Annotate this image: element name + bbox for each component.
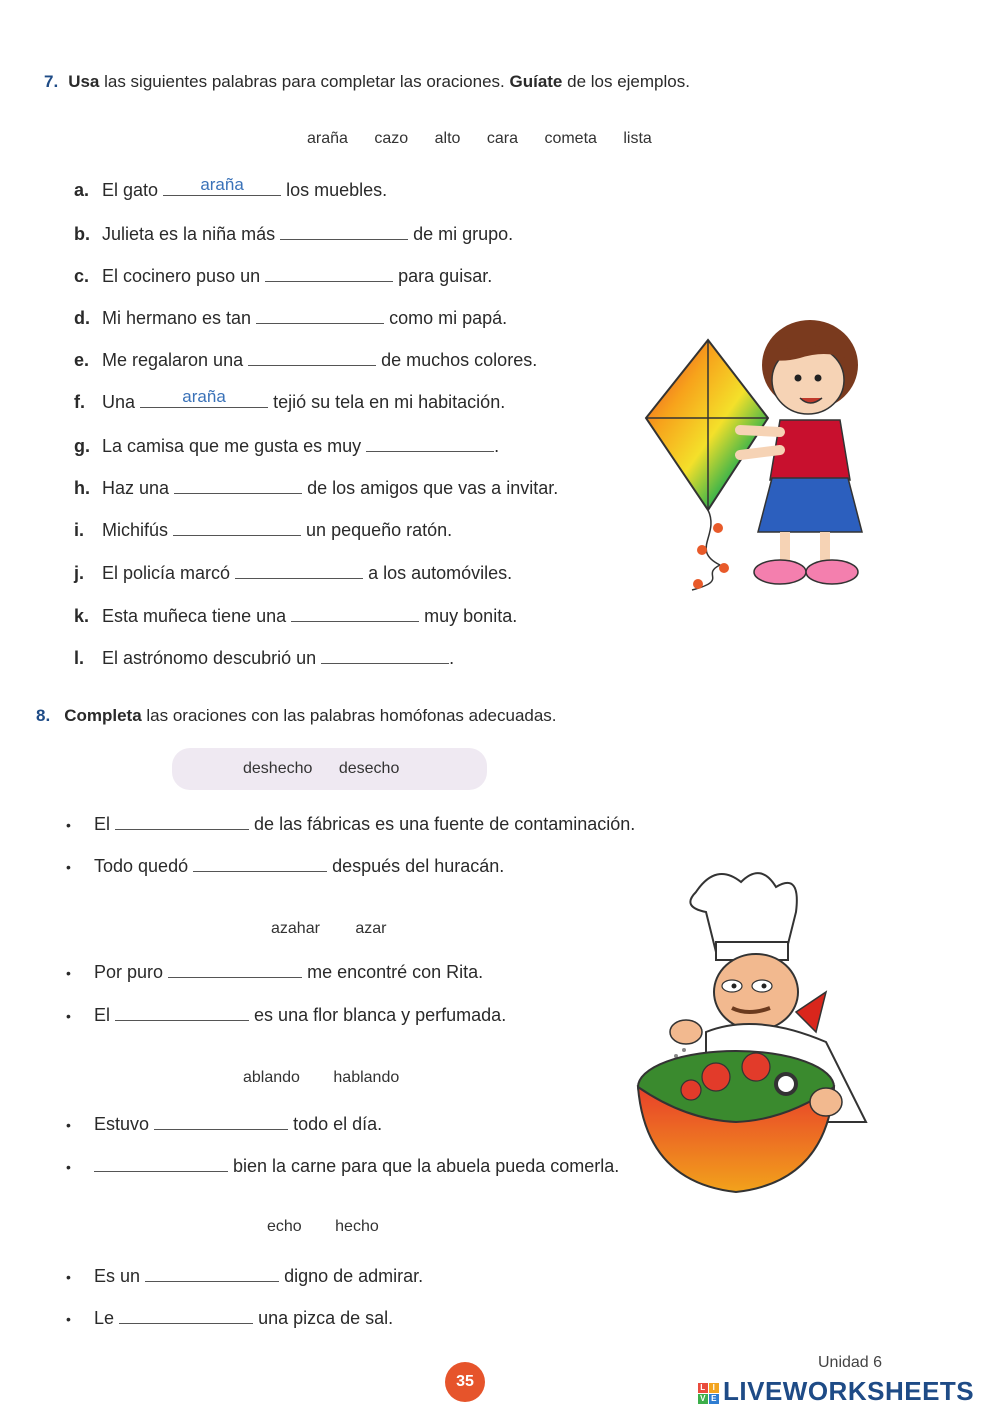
bullet-icon: • — [66, 1311, 71, 1327]
item-letter: a. — [74, 180, 90, 200]
ex8-instr-rest: las oraciones con las palabras homófonas adecuadas. — [141, 706, 557, 725]
answer-text: araña — [182, 387, 226, 406]
item-before: Le — [94, 1308, 115, 1328]
ex7-instr-bold1: Usa — [68, 72, 100, 91]
ex7-instr-bold2: Guíate — [509, 72, 563, 91]
ex8-item — [66, 1266, 423, 1287]
item-letter: b. — [74, 224, 90, 244]
word-option: azahar — [271, 920, 320, 937]
answer-blank[interactable] — [174, 479, 302, 494]
ex7-instruction — [44, 72, 690, 92]
answer-blank[interactable] — [115, 1006, 249, 1021]
word-bank-item: araña — [307, 130, 348, 147]
logo-mark-letter: I — [709, 1383, 719, 1393]
ex7-item-j — [74, 563, 512, 584]
item-after: bien la carne para que la abuela pueda comerla. — [233, 1156, 620, 1176]
item-after: los muebles. — [286, 180, 388, 200]
ex8-item — [66, 962, 483, 983]
ex8-item — [66, 814, 635, 835]
item-before: El — [94, 814, 111, 834]
answer-blank[interactable] — [291, 607, 419, 622]
word-bank-item: cazo — [374, 130, 409, 147]
answer-blank[interactable] — [154, 1115, 288, 1130]
word-box-4-words — [256, 1218, 390, 1236]
logo-mark-icon — [698, 1383, 719, 1404]
ex8-item — [66, 1005, 506, 1026]
item-before: Por puro — [94, 962, 164, 982]
item-after: es una flor blanca y perfumada. — [254, 1005, 507, 1025]
ex7-item-e — [74, 350, 537, 371]
ex8-item — [66, 856, 504, 877]
bullet-icon: • — [66, 1117, 71, 1133]
item-letter: g. — [74, 436, 90, 456]
item-before: Mi hermano es tan — [102, 308, 252, 328]
logo-mark-letter: L — [698, 1383, 708, 1393]
ex7-item-i — [74, 520, 452, 541]
answer-blank[interactable] — [193, 857, 327, 872]
chef-with-salad-illustration — [636, 862, 886, 1198]
item-letter: k. — [74, 606, 90, 626]
word-box-2-words — [260, 920, 398, 938]
logo-mark-letter: E — [709, 1394, 719, 1404]
answer-blank[interactable] — [94, 1157, 228, 1172]
item-before: El cocinero puso un — [102, 266, 261, 286]
item-after: a los automóviles. — [368, 563, 513, 583]
word-option: hablando — [333, 1069, 400, 1086]
item-before: Haz una — [102, 478, 170, 498]
answer-blank[interactable] — [256, 309, 384, 324]
ex8-item — [66, 1156, 619, 1177]
item-letter: f. — [74, 392, 85, 412]
item-letter: e. — [74, 350, 90, 370]
word-option: desecho — [338, 760, 400, 777]
item-after: un pequeño ratón. — [306, 520, 453, 540]
item-after: para guisar. — [398, 266, 493, 286]
answer-blank[interactable] — [321, 649, 449, 664]
ex8-instr-bold: Completa — [64, 706, 142, 725]
item-after: de mi grupo. — [413, 224, 514, 244]
item-after: me encontré con Rita. — [307, 962, 484, 982]
item-before: La camisa que me gusta es muy — [102, 436, 362, 456]
item-before: Estuvo — [94, 1114, 150, 1134]
word-option: hecho — [335, 1218, 379, 1235]
item-before: Es un — [94, 1266, 141, 1286]
item-before: Julieta es la niña más — [102, 224, 276, 244]
word-bank-item: cometa — [544, 130, 597, 147]
item-after: una pizca de sal. — [258, 1308, 394, 1328]
item-after: . — [449, 648, 455, 668]
item-before: El astrónomo descubrió un — [102, 648, 317, 668]
item-letter: h. — [74, 478, 90, 498]
item-letter: i. — [74, 520, 85, 540]
answer-text: araña — [200, 175, 244, 194]
answer-blank[interactable] — [235, 564, 363, 579]
ex7-item-a — [74, 175, 388, 201]
word-bank-item: lista — [623, 130, 652, 147]
page-number-badge: 35 — [445, 1362, 485, 1402]
item-before: Me regalaron una — [102, 350, 244, 370]
ex8-number: 8. — [36, 706, 51, 725]
answer-blank[interactable] — [265, 267, 393, 282]
word-option: echo — [267, 1218, 302, 1235]
answer-blank[interactable] — [168, 963, 302, 978]
ex7-item-c — [74, 266, 492, 287]
item-letter: c. — [74, 266, 90, 286]
word-option: deshecho — [243, 760, 313, 777]
ex8-item — [66, 1114, 382, 1135]
answer-blank[interactable] — [248, 351, 376, 366]
answer-blank[interactable] — [140, 387, 268, 408]
item-before: Michifús — [102, 520, 169, 540]
word-option: ablando — [243, 1069, 300, 1086]
answer-blank[interactable] — [366, 437, 494, 452]
bullet-icon: • — [66, 859, 71, 875]
brand-text: LIVEWORKSHEETS — [723, 1376, 975, 1406]
bullet-icon: • — [66, 1269, 71, 1285]
item-after: como mi papá. — [389, 308, 508, 328]
ex7-item-b — [74, 224, 513, 245]
ex7-instr-end: de los ejemplos. — [562, 72, 690, 91]
item-letter: j. — [74, 563, 85, 583]
item-before: El — [94, 1005, 111, 1025]
item-letter: l. — [74, 648, 85, 668]
item-after: tejió su tela en mi habitación. — [273, 392, 506, 412]
bullet-icon: • — [66, 817, 71, 833]
answer-blank[interactable] — [173, 521, 301, 536]
item-before: Esta muñeca tiene una — [102, 606, 287, 626]
word-bank-item: alto — [434, 130, 461, 147]
item-after: todo el día. — [293, 1114, 383, 1134]
item-after: de las fábricas es una fuente de contaminación. — [254, 814, 636, 834]
item-after: . — [494, 436, 500, 456]
answer-blank[interactable] — [280, 225, 408, 240]
word-box-1-words — [232, 760, 410, 778]
ex7-number: 7. — [44, 72, 59, 91]
liveworksheets-logo — [698, 1376, 974, 1407]
bullet-icon: • — [66, 965, 71, 981]
ex7-item-h — [74, 478, 558, 499]
ex8-item — [66, 1308, 393, 1329]
ex7-item-k — [74, 606, 517, 627]
logo-mark-letter: V — [698, 1394, 708, 1404]
answer-blank[interactable] — [163, 175, 281, 196]
answer-blank[interactable] — [145, 1267, 279, 1282]
word-box-3-words — [232, 1069, 410, 1087]
item-after: después del huracán. — [332, 856, 505, 876]
item-after: digno de admirar. — [284, 1266, 424, 1286]
unit-label: Unidad 6 — [818, 1354, 883, 1371]
item-after: muy bonita. — [424, 606, 518, 626]
ex7-instr-mid: las siguientes palabras para completar las oraciones. — [99, 72, 510, 91]
ex7-item-l — [74, 648, 454, 669]
ex8-instruction — [36, 706, 557, 726]
bullet-icon: • — [66, 1159, 71, 1175]
ex7-word-bank — [296, 130, 663, 148]
word-bank-item: cara — [486, 130, 518, 147]
item-before: El policía marcó — [102, 563, 231, 583]
item-after: de los amigos que vas a invitar. — [307, 478, 559, 498]
answer-blank[interactable] — [119, 1309, 253, 1324]
answer-blank[interactable] — [115, 815, 249, 830]
ex7-item-g — [74, 436, 499, 457]
ex7-item-f — [74, 387, 506, 413]
item-letter: d. — [74, 308, 90, 328]
item-after: de muchos colores. — [381, 350, 538, 370]
item-before: El gato — [102, 180, 159, 200]
word-option: azar — [355, 920, 387, 937]
item-before: Todo quedó — [94, 856, 189, 876]
ex7-item-d — [74, 308, 507, 329]
item-before: Una — [102, 392, 136, 412]
girl-with-kite-illustration — [640, 310, 870, 600]
bullet-icon: • — [66, 1008, 71, 1024]
